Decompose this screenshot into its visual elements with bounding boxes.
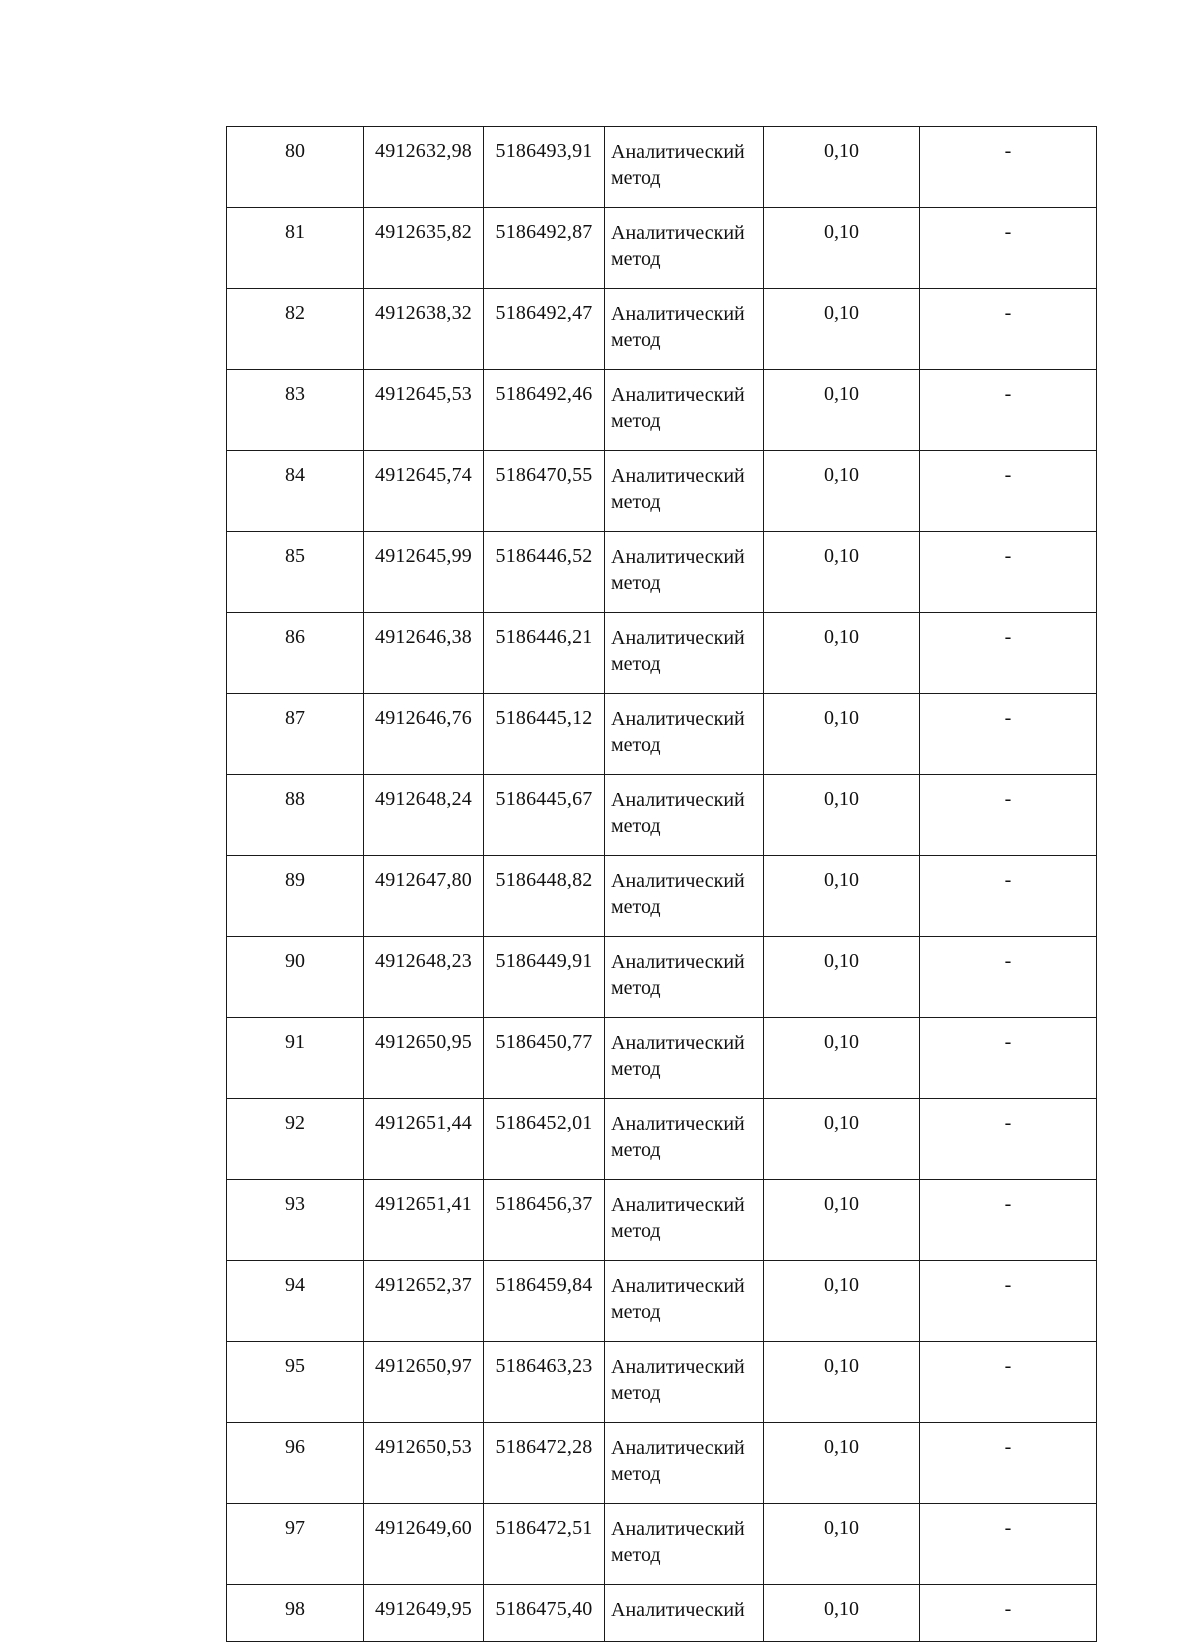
accuracy-text: 0,10	[824, 869, 859, 891]
method-line-2: метод	[611, 1382, 661, 1404]
accuracy-text: 0,10	[824, 545, 859, 567]
method-line-1: Аналитический	[611, 1518, 745, 1540]
y-coordinate-cell	[484, 208, 605, 289]
method-cell	[605, 208, 764, 289]
accuracy-text: 0,10	[824, 1193, 859, 1215]
x-coordinate-text: 4912650,95	[375, 1031, 472, 1053]
y-coordinate-text: 5186445,67	[495, 788, 593, 810]
method-line-2: метод	[611, 1220, 661, 1242]
point-number-text: 87	[285, 707, 305, 729]
accuracy-cell	[764, 1585, 920, 1642]
description-cell	[920, 1585, 1097, 1642]
x-coordinate-cell	[364, 451, 484, 532]
x-coordinate-text: 4912651,44	[375, 1112, 472, 1134]
point-number-cell	[227, 937, 364, 1018]
description-text: -	[1004, 140, 1012, 162]
y-coordinate-cell	[484, 451, 605, 532]
x-coordinate-cell	[364, 775, 484, 856]
accuracy-cell	[764, 532, 920, 613]
point-number-cell	[227, 613, 364, 694]
x-coordinate-text: 4912645,74	[375, 464, 472, 486]
method-cell	[605, 1585, 764, 1642]
accuracy-text: 0,10	[824, 626, 859, 648]
point-number-text: 89	[285, 869, 305, 891]
accuracy-text: 0,10	[824, 1274, 859, 1296]
table-row	[227, 937, 1097, 1018]
method-cell	[605, 937, 764, 1018]
accuracy-text: 0,10	[824, 302, 859, 324]
method-line-1: Аналитический	[611, 1356, 745, 1378]
x-coordinate-text: 4912645,53	[375, 383, 472, 405]
method-line-1: Аналитический	[611, 546, 745, 568]
accuracy-cell	[764, 1504, 920, 1585]
point-number-cell	[227, 127, 364, 208]
method-line-1: Аналитический	[611, 1113, 745, 1135]
accuracy-text: 0,10	[824, 464, 859, 486]
description-cell	[920, 1018, 1097, 1099]
accuracy-cell	[764, 127, 920, 208]
description-cell	[920, 1261, 1097, 1342]
point-number-cell	[227, 1261, 364, 1342]
method-line-1: Аналитический	[611, 1437, 745, 1459]
method-cell	[605, 1423, 764, 1504]
method-cell	[605, 856, 764, 937]
description-text: -	[1004, 1436, 1012, 1458]
point-number-text: 82	[285, 302, 305, 324]
point-number-text: 85	[285, 545, 305, 567]
table-row	[227, 289, 1097, 370]
x-coordinate-cell	[364, 127, 484, 208]
x-coordinate-text: 4912648,23	[375, 950, 472, 972]
accuracy-text: 0,10	[824, 707, 859, 729]
method-line-2: метод	[611, 653, 661, 675]
description-cell	[920, 127, 1097, 208]
y-coordinate-cell	[484, 1342, 605, 1423]
method-line-1: Аналитический	[611, 1194, 745, 1216]
table-row	[227, 208, 1097, 289]
description-cell	[920, 1423, 1097, 1504]
accuracy-cell	[764, 856, 920, 937]
x-coordinate-cell	[364, 1018, 484, 1099]
x-coordinate-cell	[364, 1423, 484, 1504]
x-coordinate-cell	[364, 370, 484, 451]
description-cell	[920, 937, 1097, 1018]
point-number-cell	[227, 775, 364, 856]
y-coordinate-text: 5186493,91	[495, 140, 593, 162]
coordinates-table-body	[227, 127, 1097, 1642]
point-number-cell	[227, 856, 364, 937]
method-line-1: Аналитический	[611, 1275, 745, 1297]
method-cell	[605, 694, 764, 775]
table-row	[227, 127, 1097, 208]
method-line-2: метод	[611, 1139, 661, 1161]
table-row	[227, 694, 1097, 775]
description-cell	[920, 694, 1097, 775]
method-line-2: метод	[611, 248, 661, 270]
point-number-text: 95	[285, 1355, 305, 1377]
accuracy-cell	[764, 208, 920, 289]
point-number-text: 93	[285, 1193, 305, 1215]
point-number-cell	[227, 208, 364, 289]
y-coordinate-cell	[484, 1504, 605, 1585]
y-coordinate-text: 5186445,12	[495, 707, 593, 729]
point-number-text: 90	[285, 950, 305, 972]
method-cell	[605, 1018, 764, 1099]
accuracy-text: 0,10	[824, 1112, 859, 1134]
method-line-1: Аналитический	[611, 708, 745, 730]
y-coordinate-cell	[484, 289, 605, 370]
table-row	[227, 1585, 1097, 1642]
method-cell	[605, 289, 764, 370]
description-text: -	[1004, 545, 1012, 567]
y-coordinate-text: 5186449,91	[495, 950, 593, 972]
y-coordinate-text: 5186448,82	[495, 869, 593, 891]
x-coordinate-cell	[364, 1180, 484, 1261]
point-number-text: 94	[285, 1274, 305, 1296]
method-cell	[605, 532, 764, 613]
description-cell	[920, 1099, 1097, 1180]
y-coordinate-text: 5186446,21	[495, 626, 593, 648]
description-cell	[920, 775, 1097, 856]
method-line-2: метод	[611, 977, 661, 999]
method-line-2: метод	[611, 167, 661, 189]
coordinates-table	[226, 126, 1097, 1642]
point-number-text: 88	[285, 788, 305, 810]
x-coordinate-text: 4912651,41	[375, 1193, 472, 1215]
point-number-text: 86	[285, 626, 305, 648]
accuracy-text: 0,10	[824, 788, 859, 810]
table-row	[227, 1180, 1097, 1261]
y-coordinate-cell	[484, 613, 605, 694]
point-number-cell	[227, 1018, 364, 1099]
accuracy-cell	[764, 289, 920, 370]
accuracy-cell	[764, 1261, 920, 1342]
x-coordinate-text: 4912646,38	[375, 626, 472, 648]
description-text: -	[1004, 464, 1012, 486]
y-coordinate-text: 5186450,77	[495, 1031, 593, 1053]
point-number-text: 91	[285, 1031, 305, 1053]
method-line-1: Аналитический	[611, 1599, 745, 1621]
description-text: -	[1004, 707, 1012, 729]
x-coordinate-cell	[364, 1342, 484, 1423]
accuracy-text: 0,10	[824, 1517, 859, 1539]
accuracy-cell	[764, 613, 920, 694]
accuracy-cell	[764, 370, 920, 451]
description-text: -	[1004, 1193, 1012, 1215]
accuracy-cell	[764, 1180, 920, 1261]
y-coordinate-cell	[484, 856, 605, 937]
x-coordinate-text: 4912647,80	[375, 869, 472, 891]
description-cell	[920, 856, 1097, 937]
method-line-1: Аналитический	[611, 384, 745, 406]
y-coordinate-cell	[484, 1261, 605, 1342]
accuracy-cell	[764, 694, 920, 775]
y-coordinate-cell	[484, 937, 605, 1018]
point-number-cell	[227, 1180, 364, 1261]
description-cell	[920, 1342, 1097, 1423]
table-row	[227, 1423, 1097, 1504]
method-cell	[605, 1261, 764, 1342]
method-cell	[605, 370, 764, 451]
description-cell	[920, 532, 1097, 613]
y-coordinate-cell	[484, 1099, 605, 1180]
method-line-2: метод	[611, 572, 661, 594]
description-text: -	[1004, 788, 1012, 810]
point-number-text: 92	[285, 1112, 305, 1134]
y-coordinate-cell	[484, 1180, 605, 1261]
description-cell	[920, 451, 1097, 532]
description-cell	[920, 1504, 1097, 1585]
description-text: -	[1004, 1031, 1012, 1053]
method-line-2: метод	[611, 1058, 661, 1080]
x-coordinate-text: 4912632,98	[375, 140, 472, 162]
accuracy-cell	[764, 1342, 920, 1423]
y-coordinate-text: 5186492,87	[495, 221, 593, 243]
description-text: -	[1004, 221, 1012, 243]
x-coordinate-text: 4912650,53	[375, 1436, 472, 1458]
table-row	[227, 1099, 1097, 1180]
y-coordinate-cell	[484, 1585, 605, 1642]
method-line-2: метод	[611, 491, 661, 513]
x-coordinate-cell	[364, 208, 484, 289]
y-coordinate-text: 5186456,37	[495, 1193, 593, 1215]
method-cell	[605, 127, 764, 208]
method-line-2: метод	[611, 1301, 661, 1323]
x-coordinate-cell	[364, 1504, 484, 1585]
accuracy-cell	[764, 937, 920, 1018]
y-coordinate-cell	[484, 1423, 605, 1504]
point-number-text: 81	[285, 221, 305, 243]
point-number-cell	[227, 1423, 364, 1504]
x-coordinate-text: 4912638,32	[375, 302, 472, 324]
table-row	[227, 613, 1097, 694]
table-row	[227, 532, 1097, 613]
y-coordinate-text: 5186463,23	[495, 1355, 593, 1377]
description-text: -	[1004, 1355, 1012, 1377]
description-cell	[920, 613, 1097, 694]
accuracy-text: 0,10	[824, 383, 859, 405]
x-coordinate-cell	[364, 937, 484, 1018]
x-coordinate-cell	[364, 289, 484, 370]
y-coordinate-text: 5186452,01	[495, 1112, 593, 1134]
x-coordinate-cell	[364, 532, 484, 613]
x-coordinate-text: 4912635,82	[375, 221, 472, 243]
method-line-1: Аналитический	[611, 141, 745, 163]
y-coordinate-cell	[484, 532, 605, 613]
description-text: -	[1004, 1517, 1012, 1539]
accuracy-cell	[764, 1018, 920, 1099]
point-number-text: 96	[285, 1436, 305, 1458]
x-coordinate-text: 4912652,37	[375, 1274, 472, 1296]
y-coordinate-text: 5186475,40	[495, 1598, 593, 1620]
accuracy-text: 0,10	[824, 221, 859, 243]
method-line-2: метод	[611, 896, 661, 918]
description-text: -	[1004, 626, 1012, 648]
y-coordinate-cell	[484, 1018, 605, 1099]
method-line-2: метод	[611, 815, 661, 837]
description-cell	[920, 370, 1097, 451]
x-coordinate-cell	[364, 1261, 484, 1342]
description-text: -	[1004, 869, 1012, 891]
method-cell	[605, 451, 764, 532]
description-text: -	[1004, 383, 1012, 405]
method-line-1: Аналитический	[611, 465, 745, 487]
accuracy-text: 0,10	[824, 1031, 859, 1053]
point-number-cell	[227, 1342, 364, 1423]
y-coordinate-text: 5186470,55	[495, 464, 593, 486]
x-coordinate-text: 4912649,60	[375, 1517, 472, 1539]
table-row	[227, 370, 1097, 451]
point-number-cell	[227, 289, 364, 370]
method-line-1: Аналитический	[611, 870, 745, 892]
accuracy-text: 0,10	[824, 140, 859, 162]
method-line-2: метод	[611, 1463, 661, 1485]
method-cell	[605, 1099, 764, 1180]
x-coordinate-text: 4912649,95	[375, 1598, 472, 1620]
method-line-2: метод	[611, 1544, 661, 1566]
point-number-text: 84	[285, 464, 305, 486]
y-coordinate-cell	[484, 694, 605, 775]
x-coordinate-cell	[364, 613, 484, 694]
table-row	[227, 451, 1097, 532]
accuracy-text: 0,10	[824, 1436, 859, 1458]
point-number-text: 83	[285, 383, 305, 405]
table-row	[227, 1504, 1097, 1585]
point-number-text: 97	[285, 1517, 305, 1539]
accuracy-cell	[764, 451, 920, 532]
accuracy-text: 0,10	[824, 1598, 859, 1620]
x-coordinate-cell	[364, 694, 484, 775]
method-line-1: Аналитический	[611, 789, 745, 811]
table-row	[227, 775, 1097, 856]
description-cell	[920, 289, 1097, 370]
description-text: -	[1004, 950, 1012, 972]
point-number-text: 98	[285, 1598, 305, 1620]
accuracy-cell	[764, 1099, 920, 1180]
y-coordinate-cell	[484, 775, 605, 856]
point-number-cell	[227, 694, 364, 775]
accuracy-cell	[764, 1423, 920, 1504]
accuracy-cell	[764, 775, 920, 856]
point-number-cell	[227, 1585, 364, 1642]
x-coordinate-text: 4912645,99	[375, 545, 472, 567]
method-line-2: метод	[611, 329, 661, 351]
y-coordinate-cell	[484, 370, 605, 451]
point-number-cell	[227, 370, 364, 451]
method-cell	[605, 1342, 764, 1423]
y-coordinate-text: 5186472,51	[495, 1517, 593, 1539]
method-line-1: Аналитический	[611, 951, 745, 973]
method-line-2: метод	[611, 734, 661, 756]
description-text: -	[1004, 1274, 1012, 1296]
description-text: -	[1004, 1598, 1012, 1620]
method-line-1: Аналитический	[611, 303, 745, 325]
y-coordinate-text: 5186472,28	[495, 1436, 593, 1458]
table-row	[227, 1261, 1097, 1342]
method-cell	[605, 1504, 764, 1585]
point-number-cell	[227, 1099, 364, 1180]
accuracy-text: 0,10	[824, 1355, 859, 1377]
x-coordinate-cell	[364, 1099, 484, 1180]
point-number-cell	[227, 1504, 364, 1585]
x-coordinate-cell	[364, 1585, 484, 1642]
y-coordinate-text: 5186446,52	[495, 545, 593, 567]
point-number-text: 80	[285, 140, 305, 162]
description-cell	[920, 1180, 1097, 1261]
point-number-cell	[227, 532, 364, 613]
y-coordinate-text: 5186492,46	[495, 383, 593, 405]
table-row	[227, 1342, 1097, 1423]
x-coordinate-text: 4912650,97	[375, 1355, 472, 1377]
x-coordinate-text: 4912648,24	[375, 788, 472, 810]
method-line-1: Аналитический	[611, 627, 745, 649]
x-coordinate-cell	[364, 856, 484, 937]
description-cell	[920, 208, 1097, 289]
method-line-1: Аналитический	[611, 1032, 745, 1054]
y-coordinate-cell	[484, 127, 605, 208]
description-text: -	[1004, 1112, 1012, 1134]
method-cell	[605, 775, 764, 856]
method-cell	[605, 1180, 764, 1261]
table-row	[227, 856, 1097, 937]
y-coordinate-text: 5186492,47	[495, 302, 593, 324]
point-number-cell	[227, 451, 364, 532]
method-line-1: Аналитический	[611, 222, 745, 244]
method-cell	[605, 613, 764, 694]
accuracy-text: 0,10	[824, 950, 859, 972]
method-line-2: метод	[611, 410, 661, 432]
description-text: -	[1004, 302, 1012, 324]
x-coordinate-text: 4912646,76	[375, 707, 472, 729]
y-coordinate-text: 5186459,84	[495, 1274, 593, 1296]
table-row	[227, 1018, 1097, 1099]
